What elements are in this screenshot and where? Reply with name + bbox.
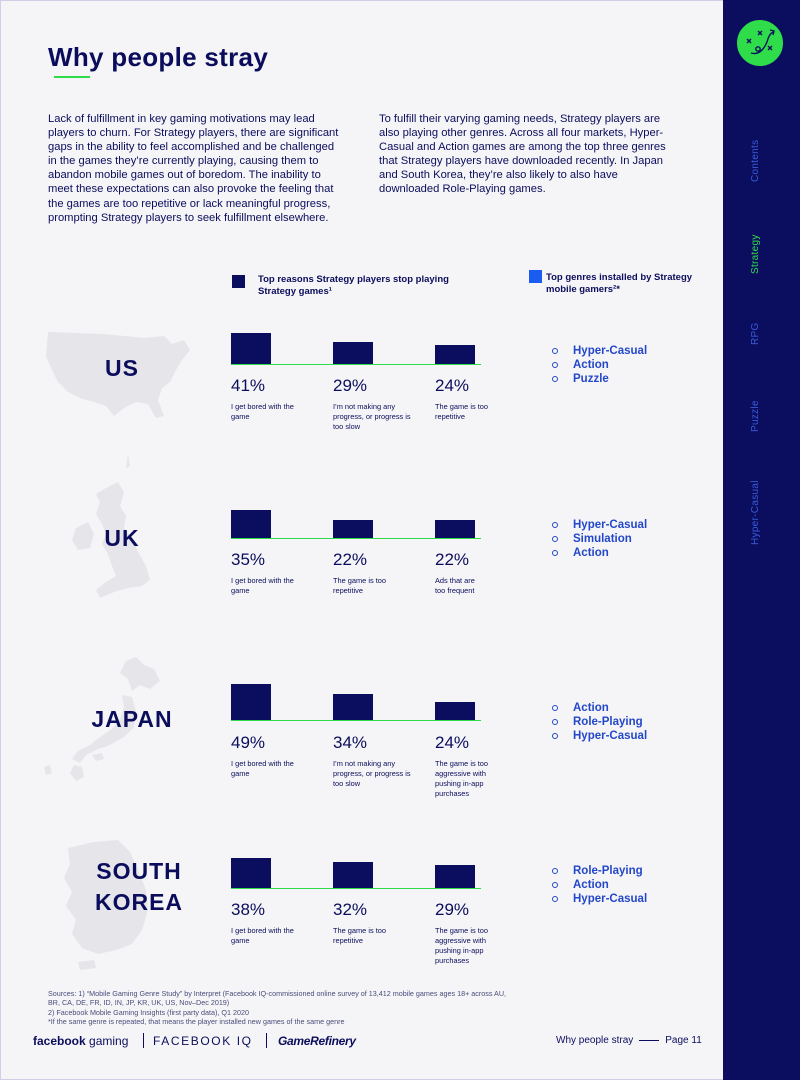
genre-item: Action <box>552 878 647 892</box>
genre-item: Hyper-Casual <box>552 344 647 358</box>
baseline-south-korea <box>231 888 481 889</box>
reason-south-korea-3: The game is too aggressive with pushing in-app purchases <box>435 926 488 965</box>
genres-list-japan <box>552 701 647 743</box>
bar-south-korea-2 <box>333 862 373 888</box>
bullet-icon <box>552 868 558 874</box>
genres-list-us <box>552 344 647 386</box>
divider <box>143 1033 144 1048</box>
bar-us-3 <box>435 345 475 364</box>
country-name-us: US <box>105 355 139 381</box>
genre-item: Action <box>552 701 647 715</box>
facebook-gaming-logo: facebook gaming <box>33 1034 129 1048</box>
baseline-us <box>231 364 481 365</box>
reason-us-2: I’m not making any progress, or progress is too slow <box>333 402 411 431</box>
page-number: Page 11 <box>665 1035 702 1046</box>
bar-south-korea-1 <box>231 858 271 888</box>
reasons-legend-label: Top reasons Strategy players stop playing Strategy games¹ <box>258 274 449 297</box>
bullet-icon <box>552 705 558 711</box>
bar-japan-3 <box>435 702 475 720</box>
country-name-south-korea-line1: SOUTH <box>96 858 182 884</box>
bullet-icon <box>552 348 558 354</box>
genre-item: Simulation <box>552 532 647 546</box>
source-line-2: 2) Facebook Mobile Gaming Insights (first party data), Q1 2020 <box>48 1007 249 1017</box>
sidebar-item-strategy[interactable]: Strategy <box>750 234 761 274</box>
bullet-icon <box>552 719 558 725</box>
genres-legend-label: Top genres installed by Strategy mobile gamers²* <box>546 272 693 295</box>
pct-uk-1: 35% <box>231 550 266 569</box>
reason-japan-3: The game is too aggressive with pushing in-app purchases <box>435 759 488 798</box>
pct-south-korea-1: 38% <box>231 900 266 919</box>
baseline-japan <box>231 720 481 721</box>
pct-japan-3: 24% <box>435 733 470 752</box>
sidebar-item-hyper-casual[interactable]: Hyper-Casual <box>750 480 761 546</box>
baseline-uk <box>231 538 481 539</box>
reason-japan-2: I’m not making any progress, or progress is too slow <box>333 759 411 788</box>
genre-item: Action <box>552 546 647 560</box>
bar-uk-3 <box>435 520 475 538</box>
pct-us-3: 24% <box>435 376 470 395</box>
facebook-iq-logo: FACEBOOK IQ <box>153 1034 253 1048</box>
gamerefinery-logo: GameRefinery <box>278 1034 356 1048</box>
bullet-icon <box>552 733 558 739</box>
reason-uk-2: The game is too repetitive <box>333 576 386 595</box>
intro-paragraph-left: Lack of fulfillment in key gaming motivations may lead players to churn. For Strategy players, there are significant gaps in the ability to feel accomplished and be challenged in the games they’re currently playing, causing them to abandon mobile games out of boredom. The inability to meet these expectations can also provoke the feeling that the games are too repetitive or lack meaningful progress, prompting Strategy players to seek fulfillment elsewhere. <box>48 113 339 224</box>
bullet-icon <box>552 536 558 542</box>
reason-uk-1: I get bored with the game <box>231 576 294 595</box>
genre-item: Hyper-Casual <box>552 892 647 906</box>
sidebar-item-rpg[interactable]: RPG <box>750 322 761 346</box>
bullet-icon <box>552 362 558 368</box>
genre-item: Action <box>552 358 647 372</box>
sources-footnote <box>48 989 518 1027</box>
genres-list-south-korea <box>552 864 647 906</box>
genres-legend-swatch <box>529 270 542 283</box>
bar-japan-2 <box>333 694 373 720</box>
divider <box>266 1033 267 1048</box>
genre-item: Role-Playing <box>552 864 647 878</box>
pct-us-2: 29% <box>333 376 368 395</box>
reason-south-korea-2: The game is too repetitive <box>333 926 386 945</box>
strategy-play-icon <box>735 18 785 68</box>
bar-us-2 <box>333 342 373 364</box>
source-line-1: Sources: 1) “Mobile Gaming Genre Study” by Interpret (Facebook IQ-commissioned online survey of 13,412 mobile games ages 18+ across AU, BR, CA, DE, FR, ID, IN, JP, KR, UK, US, Nov–Dec 2019) <box>48 989 507 1008</box>
bullet-icon <box>552 550 558 556</box>
footer-section-title: Why people stray <box>556 1035 634 1046</box>
reason-south-korea-1: I get bored with the game <box>231 926 294 945</box>
bullet-icon <box>552 376 558 382</box>
pct-japan-1: 49% <box>231 733 266 752</box>
genres-list-uk <box>552 518 647 560</box>
sidebar-item-puzzle[interactable]: Puzzle <box>750 400 761 432</box>
pct-uk-2: 22% <box>333 550 368 569</box>
page-title: Why people stray <box>48 42 269 72</box>
footer-dash <box>639 1040 659 1041</box>
page-footer <box>556 1035 702 1046</box>
bar-uk-1 <box>231 510 271 538</box>
bar-south-korea-3 <box>435 865 475 888</box>
sidebar-item-contents[interactable]: Contents <box>750 139 761 183</box>
reason-us-1: I get bored with the game <box>231 402 294 421</box>
country-name-japan: JAPAN <box>91 706 173 732</box>
reason-japan-1: I get bored with the game <box>231 759 294 778</box>
genre-item: Hyper-Casual <box>552 729 647 743</box>
source-line-3: *If the same genre is repeated, that means the player installed new games of the same genre <box>48 1017 345 1027</box>
reasons-legend-swatch <box>232 275 245 288</box>
intro-paragraph-right: To fulfill their varying gaming needs, Strategy players are also playing other genres. Across all four markets, Hyper-Casual and Action games are among the top three genres that Strategy players have downloaded recently. In Japan and South Korea, they’re also likely to also have downloaded Role-Playing games. <box>379 113 666 196</box>
bullet-icon <box>552 522 558 528</box>
genre-item: Hyper-Casual <box>552 518 647 532</box>
pct-japan-2: 34% <box>333 733 368 752</box>
pct-uk-3: 22% <box>435 550 470 569</box>
pct-us-1: 41% <box>231 376 266 395</box>
bar-uk-2 <box>333 520 373 538</box>
pct-south-korea-2: 32% <box>333 900 368 919</box>
reason-us-3: The game is too repetitive <box>435 402 488 421</box>
genre-item: Role-Playing <box>552 715 647 729</box>
bar-japan-1 <box>231 684 271 720</box>
pct-south-korea-3: 29% <box>435 900 470 919</box>
bullet-icon <box>552 882 558 888</box>
reason-uk-3: Ads that are too frequent <box>435 576 475 595</box>
country-name-uk: UK <box>104 525 140 551</box>
bullet-icon <box>552 896 558 902</box>
title-underline <box>54 76 90 78</box>
country-name-south-korea-line2: KOREA <box>94 889 184 915</box>
genre-item: Puzzle <box>552 372 647 386</box>
bar-us-1 <box>231 333 271 364</box>
